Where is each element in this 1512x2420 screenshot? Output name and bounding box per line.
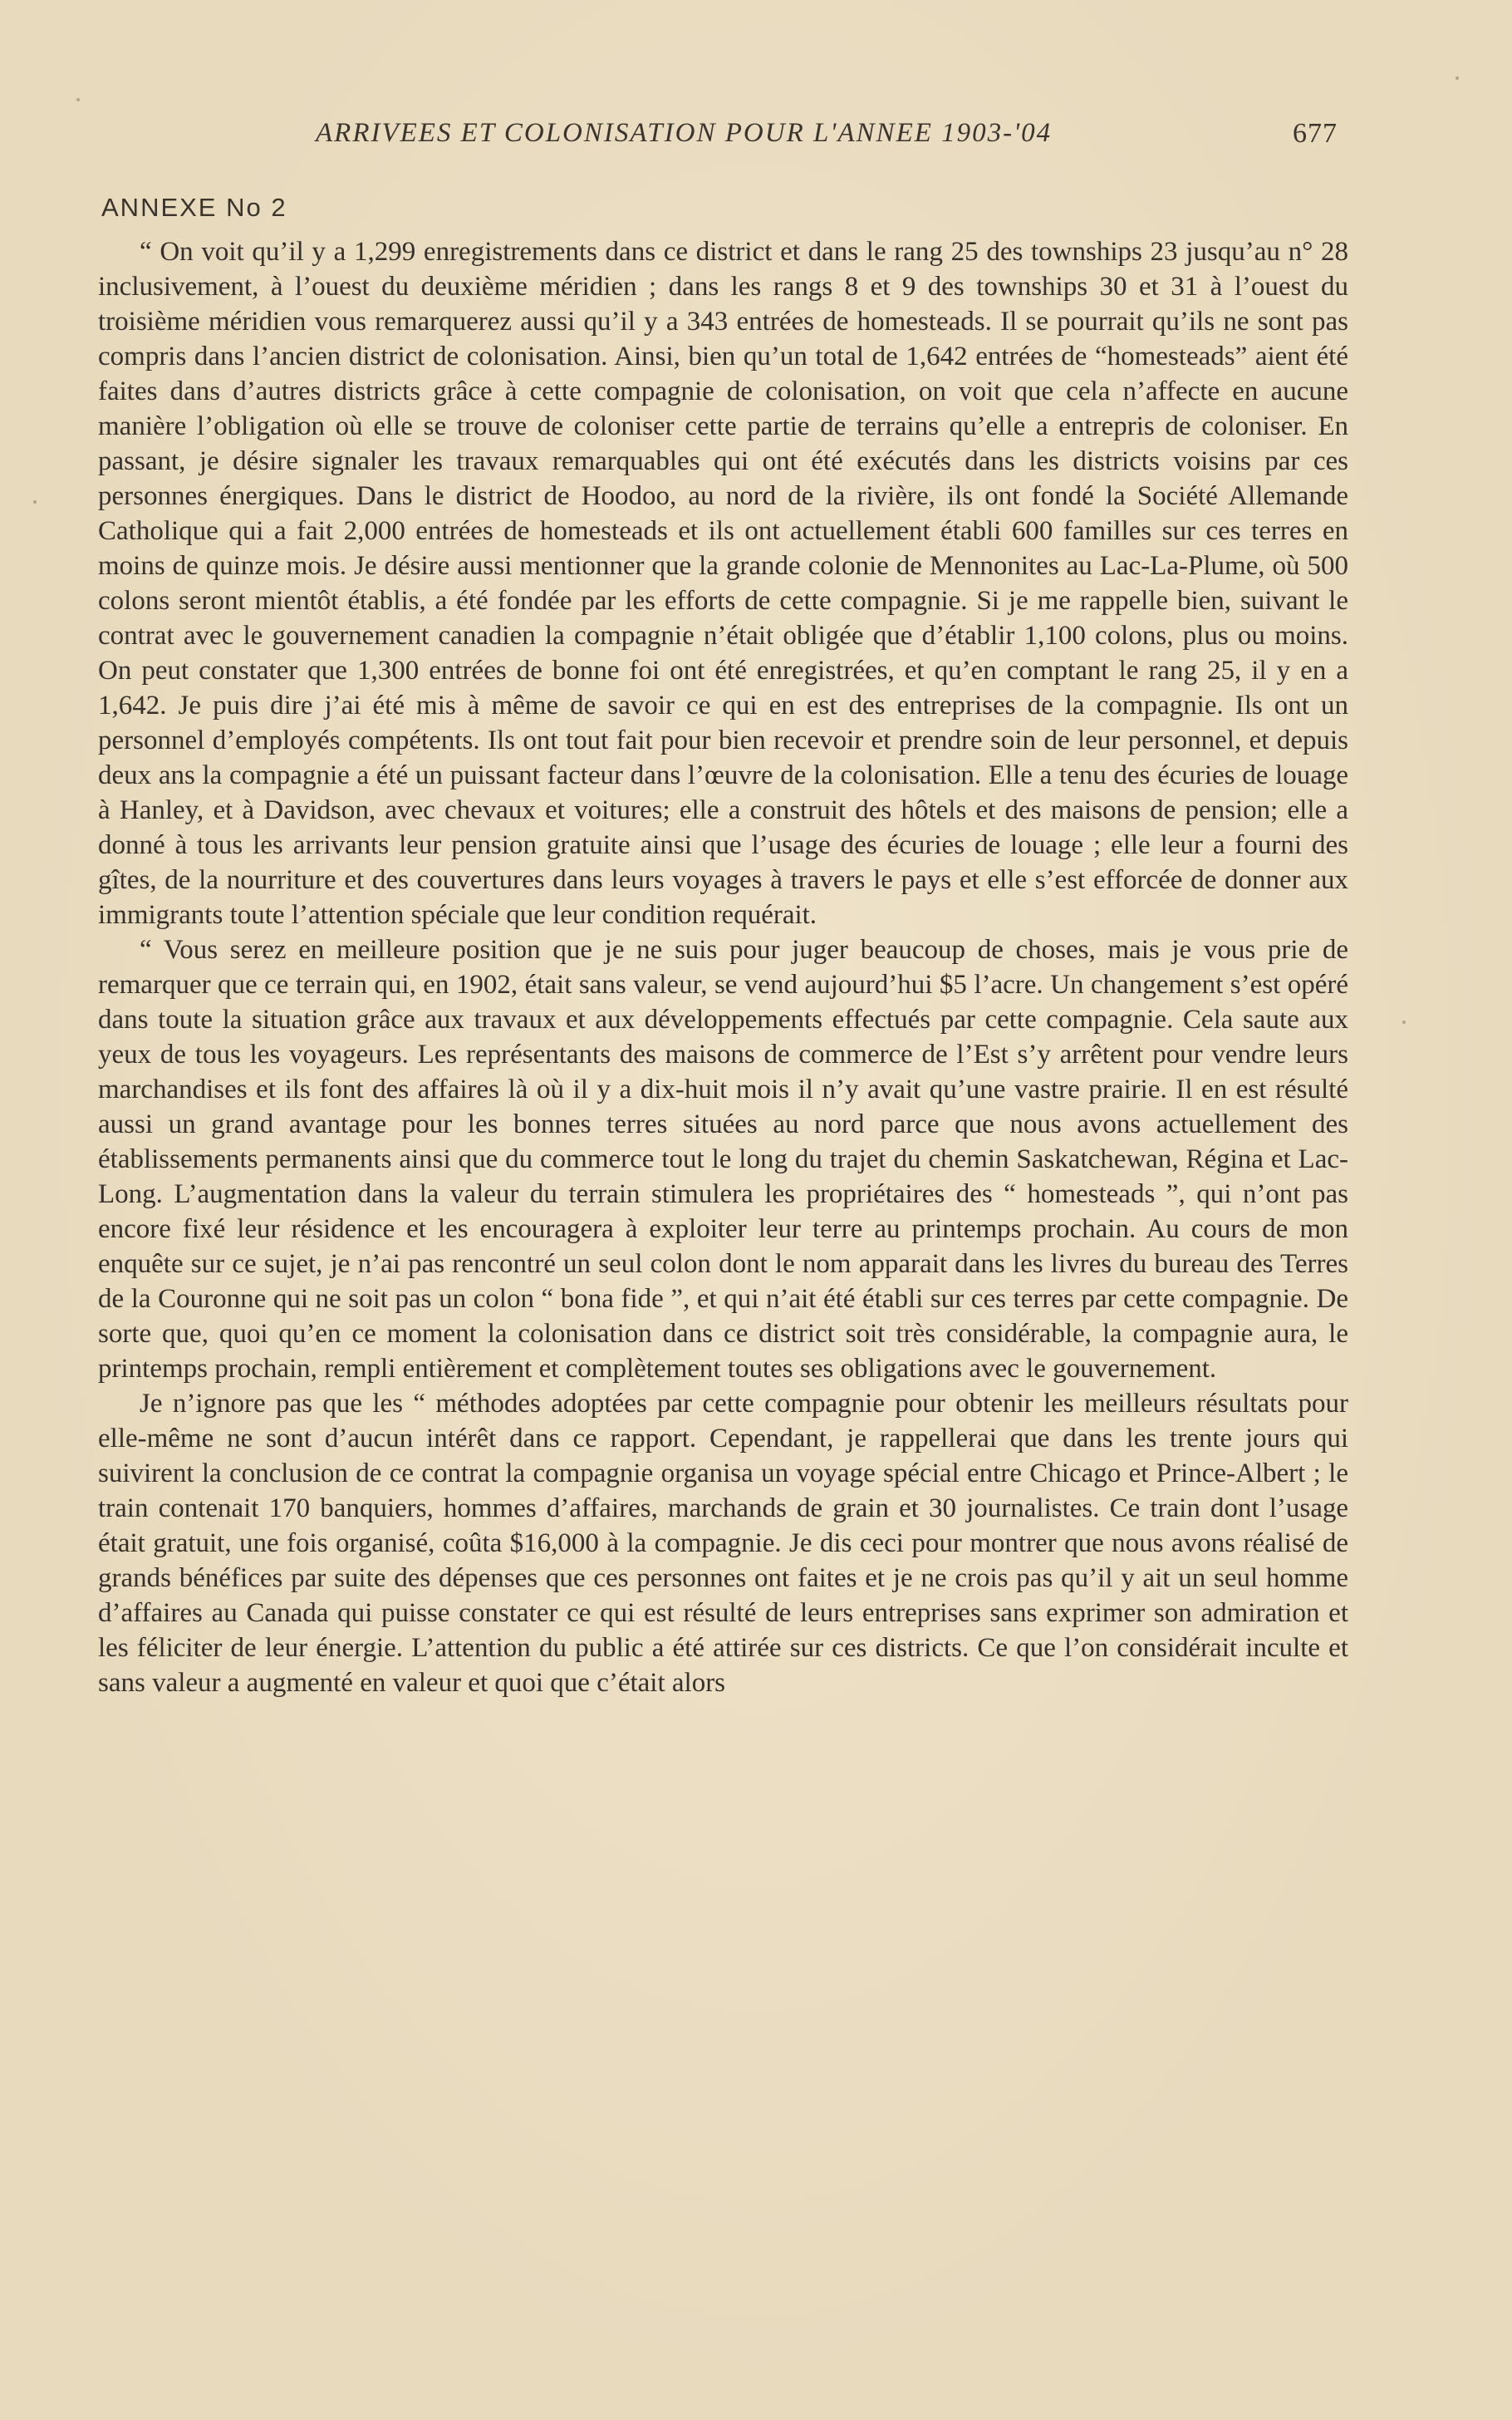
paragraph: Je n’ignore pas que les “ méthodes adoptées par cette compagnie pour obtenir les meilleurs résultats pour elle-même ne sont d’aucun intérêt dans ce rapport. Cependant, je rappellerai que dans les trente jours qui suivirent la conclusion de ce contrat la compagnie organisa un voyage spécial entre Chicago et Prince-Albert ; le train contenait 170 banquiers, hommes d’affaires, marchands de grain et 30 journalistes. Ce train dont l’usage était gratuit, une fois organisé, coûta $16,000 à la compagnie. Je dis ceci pour montrer que nous avons réalisé de grands bénéfices par suite des dépenses que ces personnes ont faites et je ne crois pas qu’il y ait un seul homme d’affaires au Canada qui puisse constater ce qui est résulté de leurs entreprises sans exprimer son admiration et les féliciter de leur énergie. L’attention du public a été attirée sur ces districts. Ce que l’on considérait inculte et sans valeur a augmenté en valeur et quoi que c’était alors <box>98 1389 1348 1698</box>
page-number: 677 <box>1293 118 1338 149</box>
running-title: ARRIVEES ET COLONISATION POUR L'ANNEE 1903-'04 <box>316 118 1053 148</box>
body-text <box>98 234 1348 1700</box>
paragraph: “ On voit qu’il y a 1,299 enregistrements dans ce district et dans le rang 25 des townships 23 jusqu’au n° 28 inclusivement, à l’ouest du deuxième méridien ; dans les rangs 8 et 9 des townships 30 et 31 à l’ouest du troisième méridien vous remarquerez aussi qu’il y a 343 entrées de homesteads. Il se pourrait qu’ils ne sont pas compris dans l’ancien district de colonisation. Ainsi, bien qu’un total de 1,642 entrées de “homesteads” aient été faites dans d’autres districts grâce à cette compagnie de colonisation, on voit que cela n’affecte en aucune manière l’obligation où elle se trouve de coloniser cette partie de terrains qu’elle a entrepris de coloniser. En passant, je désire signaler les travaux remarquables qui ont été exécutés dans les districts voisins par ces personnes énergiques. Dans le district de Hoodoo, au nord de la rivière, ils ont fondé la Société Allemande Catholique qui a fait 2,000 entrées de homesteads et ils ont actuellement établi 600 familles sur ces terres en moins de quinze mois. Je désire aussi mentionner que la grande colonie de Mennonites au Lac-La-Plume, où 500 colons seront mientôt établis, a été fondée par les efforts de cette compagnie. Si je me rappelle bien, suivant le contrat avec le gouvernement canadien la compagnie n’était obligée que d’établir 1,100 colons, plus ou moins. On peut constater que 1,300 entrées de bonne foi ont été enregistrées, et qu’en comptant le rang 25, il y en a 1,642. Je puis dire j’ai été mis à même de savoir ce qui en est des entreprises de la compagnie. Ils ont un personnel d’employés compétents. Ils ont tout fait pour bien recevoir et prendre soin de leur personnel, et depuis deux ans la compagnie a été un puissant facteur dans l’œuvre de la colonisation. Elle a tenu des écuries de louage à Hanley, et à Davidson, avec chevaux et voitures; elle a construit des hôtels et des maisons de pension; elle a donné à tous les arrivants leur pension gratuite ainsi que l’usage des écuries de louage ; elle leur a fourni des gîtes, de la nourriture et des couvertures dans leurs voyages à travers le pays et elle s’est efforcée de donner aux immigrants toute l’attention spéciale que leur condition requérait. <box>98 237 1348 930</box>
page-header <box>100 118 1362 165</box>
paper-speck <box>1456 76 1459 80</box>
paper-speck <box>33 500 37 504</box>
paper-speck <box>76 98 80 101</box>
annex-label: ANNEXE No 2 <box>101 193 287 222</box>
paragraph: “ Vous serez en meilleure position que je ne suis pour juger beaucoup de choses, mais je vous prie de remarquer que ce terrain qui, en 1902, était sans valeur, se vend aujourd’hui $5 l’acre. Un changement s’est opéré dans toute la situation grâce aux travaux et aux développements effectués par cette compagnie. Cela saute aux yeux de tous les voyageurs. Les représentants des maisons de commerce de l’Est s’y arrêtent pour vendre leurs marchandises et ils font des affaires là où il y a dix-huit mois il n’y avait qu’une vastre prairie. Il en est résulté aussi un grand avantage pour les bonnes terres situées au nord parce que nous avons actuellement des établissements permanents ainsi que du commerce tout le long du trajet du chemin Saskatchewan, Régina et Lac-Long. L’augmentation dans la valeur du terrain stimulera les propriétaires des “ homesteads ”, qui n’ont pas encore fixé leur résidence et les encouragera à exploiter leur terre au printemps prochain. Au cours de mon enquête sur ce sujet, je n’ai pas rencontré un seul colon dont le nom apparait dans les livres du bureau des Terres de la Couronne qui ne soit pas un colon “ bona fide ”, et qui n’ait été établi sur ces terres par cette compagnie. De sorte que, quoi qu’en ce moment la colonisation dans ce district soit très considérable, la compagnie aura, le printemps prochain, rempli entièrement et complètement toutes ses obligations avec le gouvernement. <box>98 935 1348 1384</box>
paper-speck <box>1402 1021 1406 1024</box>
